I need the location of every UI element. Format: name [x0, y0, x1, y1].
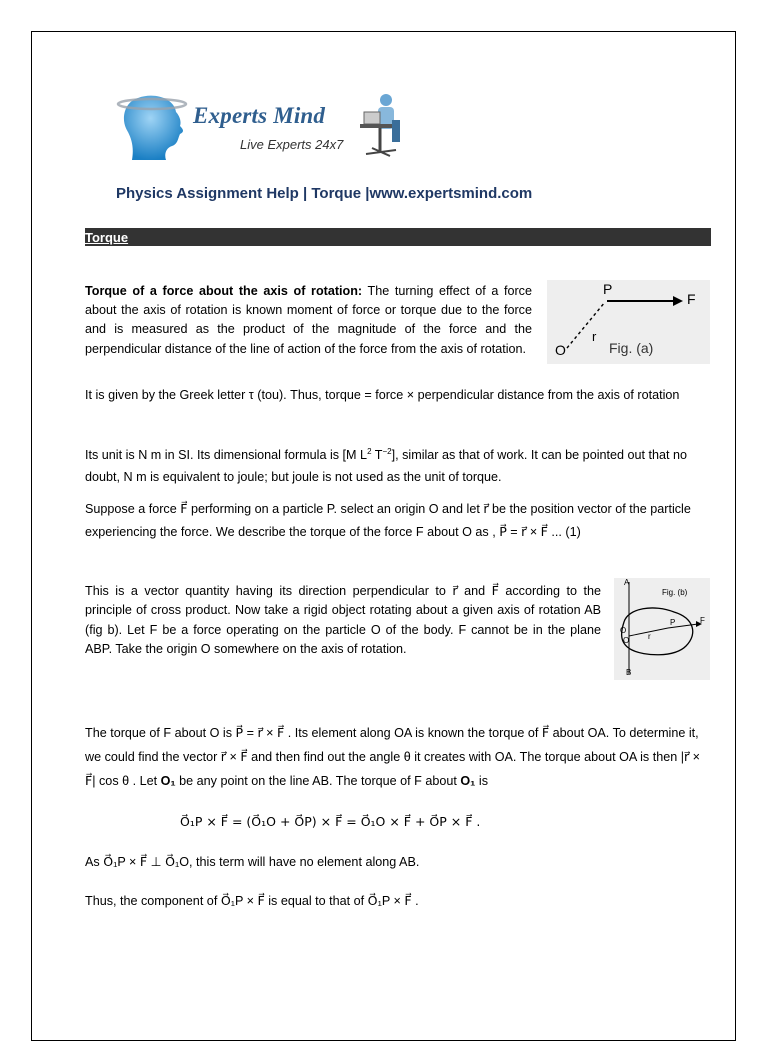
- fig-b-label-o: O: [620, 626, 627, 635]
- fig-a-label-f: F: [687, 291, 696, 307]
- unit-sup-1: 2: [367, 447, 372, 456]
- paragraph-cross-product: This is a vector quantity having its direction perpendicular to r⃗ and F⃗ according to the principle of cross product. Now take a rigid object rotating about a given axis of rotation AB (fig b). Let F be a force operating on the particle O of the body. F cannot be in the plane ABP. Take the origin O somewhere on the axis of rotation.: [85, 584, 601, 656]
- fig-b-label-p: P: [670, 618, 676, 627]
- axis-text-1: The torque of F about O is P⃗ = r⃗ × F⃗ . Its element along OA is known the torque of F⃗ about OA. To determine it, we could find the vector r⃗ × F⃗ and then find out the angle θ it creates with OA. The torque about OA is then |r⃗ × F⃗| cos θ . Let: [85, 726, 701, 788]
- figure-a: [547, 280, 710, 364]
- axis-text-3: is: [475, 774, 488, 788]
- fig-b-label-a: A: [624, 578, 630, 587]
- fig-a-label-r: r: [592, 329, 597, 344]
- axis-text-2: be any point on the line AB. The torque of F about: [175, 774, 461, 788]
- section-title: Torque: [85, 230, 129, 245]
- equation-o1-torque: O⃗₁P × F⃗ = (O⃗₁O + O⃗P) × F⃗ = O⃗₁O × F⃗ + O⃗P × F⃗ .: [180, 814, 481, 829]
- section-bar: [85, 228, 711, 246]
- definition-heading: Torque of a force about the axis of rotation:: [85, 284, 363, 298]
- paragraph-definition: [85, 282, 532, 359]
- fig-b-caption: Fig. (b): [662, 588, 688, 597]
- definition-text: The turning effect of a force about the axis of rotation is known moment of force or torque due to the force and is measured as the product of the magnitude of the force and the perpendicular distance of the line of action of the force from the axis of rotation.: [85, 284, 532, 356]
- fig-a-label-p: P: [603, 281, 613, 297]
- fig-b-label-b: B: [626, 668, 632, 677]
- fig-b-label-f: F: [700, 616, 705, 625]
- page-header-title: Physics Assignment Help | Torque |www.expertsmind.com: [116, 185, 533, 202]
- fig-b-label-o1: O: [623, 636, 630, 645]
- unit-text-2: ], similar as that of work. It can be pointed out that no doubt, N m is equivalent to joule; but joule is not used as the unit of torque.: [85, 448, 688, 485]
- paragraph-greek-letter: It is given by the Greek letter τ (tou). Thus, torque = force × perpendicular distance from the axis of rotation: [85, 388, 680, 402]
- unit-text-1: Its unit is N m in SI. Its dimensional formula is [M L: [85, 448, 368, 463]
- paragraph-torque-about-axis: [85, 721, 713, 793]
- paragraph-unit: [85, 441, 713, 488]
- unit-text-mid: T: [371, 448, 383, 463]
- brand-tagline: Live Experts 24x7: [240, 137, 344, 152]
- paragraph-component: Thus, the component of O⃗₁P × F⃗ is equal to that of O⃗₁P × F⃗ .: [85, 894, 419, 908]
- figure-b: [614, 578, 710, 680]
- axis-o1-1: O₁: [160, 774, 176, 788]
- axis-o1-2: O₁: [460, 774, 476, 788]
- fig-a-label-o: O: [555, 342, 566, 358]
- paragraph-perpendicular-term: As O⃗₁P × F⃗ ⊥ O⃗₁O, this term will have no element along AB.: [85, 855, 420, 869]
- paragraph-position-vector: Suppose a force F⃗ performing on a particle P. select an origin O and let r⃗ be the position vector of the particle experiencing the force. We describe the torque of the force F about O as , P⃗ = r⃗ × F⃗ ... (1): [85, 502, 691, 539]
- fig-b-label-r: r: [648, 632, 651, 641]
- brand-name: Experts Mind: [193, 103, 326, 128]
- fig-a-caption: Fig. (a): [609, 340, 654, 356]
- unit-sup-2: −2: [382, 447, 392, 456]
